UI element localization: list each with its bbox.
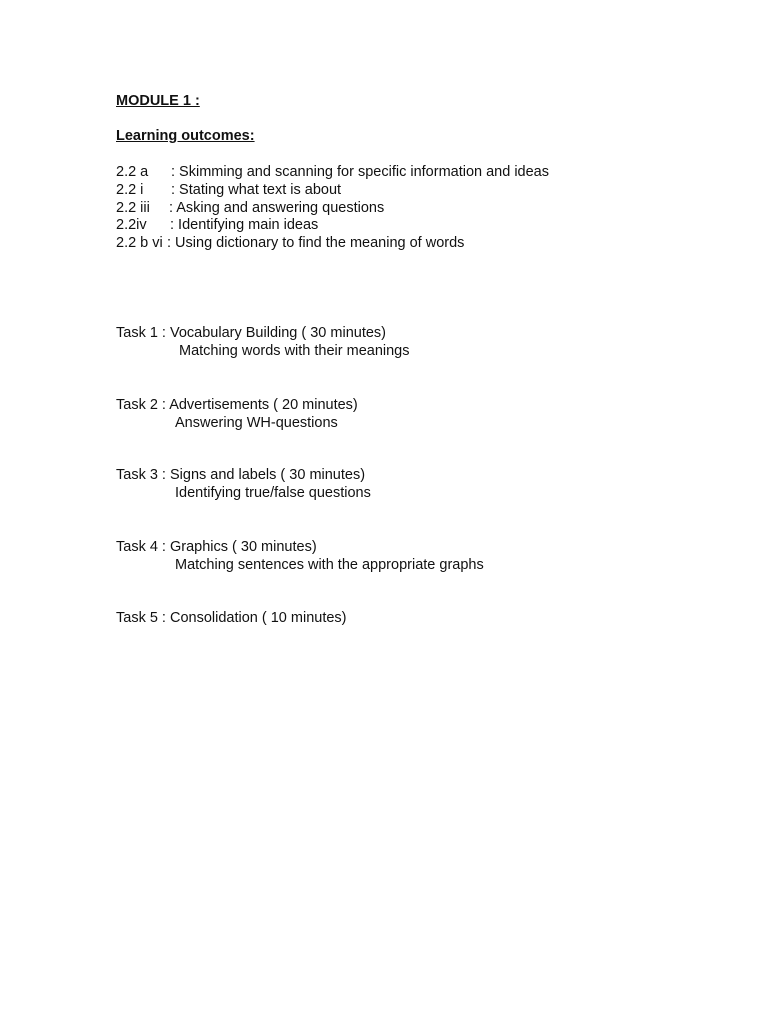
outcome-item bbox=[116, 235, 465, 253]
outcome-item bbox=[116, 164, 549, 182]
outcome-item bbox=[116, 217, 319, 235]
outcome-code: 2.2 i bbox=[116, 181, 144, 198]
outcome-description: : Using dictionary to find the meaning of words bbox=[167, 235, 465, 252]
task-title: Task 2 : Advertisements ( 20 minutes) bbox=[116, 397, 358, 413]
task-description: Identifying true/false questions bbox=[175, 485, 371, 501]
task-description: Answering WH-questions bbox=[175, 415, 338, 431]
outcome-description: : Identifying main ideas bbox=[170, 217, 319, 234]
outcome-item bbox=[116, 199, 385, 218]
learning-outcomes-heading: Learning outcomes: bbox=[116, 128, 255, 144]
task-title: Task 5 : Consolidation ( 10 minutes) bbox=[116, 610, 347, 626]
task-2 bbox=[116, 396, 358, 432]
outcome-description: : Skimming and scanning for specific information and ideas bbox=[171, 164, 549, 180]
outcome-item bbox=[116, 181, 342, 200]
outcome-description: : Stating what text is about bbox=[171, 181, 342, 198]
task-title: Task 4 : Graphics ( 30 minutes) bbox=[116, 539, 317, 555]
task-description: Matching words with their meanings bbox=[179, 343, 410, 359]
task-title: Task 3 : Signs and labels ( 30 minutes) bbox=[116, 467, 366, 483]
task-1 bbox=[116, 324, 410, 360]
task-title: Task 1 : Vocabulary Building ( 30 minutes) bbox=[116, 325, 386, 341]
learning-outcomes-list bbox=[116, 164, 549, 253]
outcome-description: : Asking and answering questions bbox=[169, 199, 385, 216]
task-5 bbox=[116, 609, 347, 627]
task-description: Matching sentences with the appropriate graphs bbox=[175, 557, 484, 573]
outcome-code: 2.2 a bbox=[116, 164, 149, 180]
outcome-code: 2.2iv bbox=[116, 217, 147, 234]
module-title: MODULE 1 : bbox=[116, 93, 200, 109]
outcome-code: 2.2 iii bbox=[116, 199, 150, 216]
task-4 bbox=[116, 538, 484, 574]
task-3 bbox=[116, 466, 371, 502]
outcome-code: 2.2 b vi bbox=[116, 235, 163, 252]
